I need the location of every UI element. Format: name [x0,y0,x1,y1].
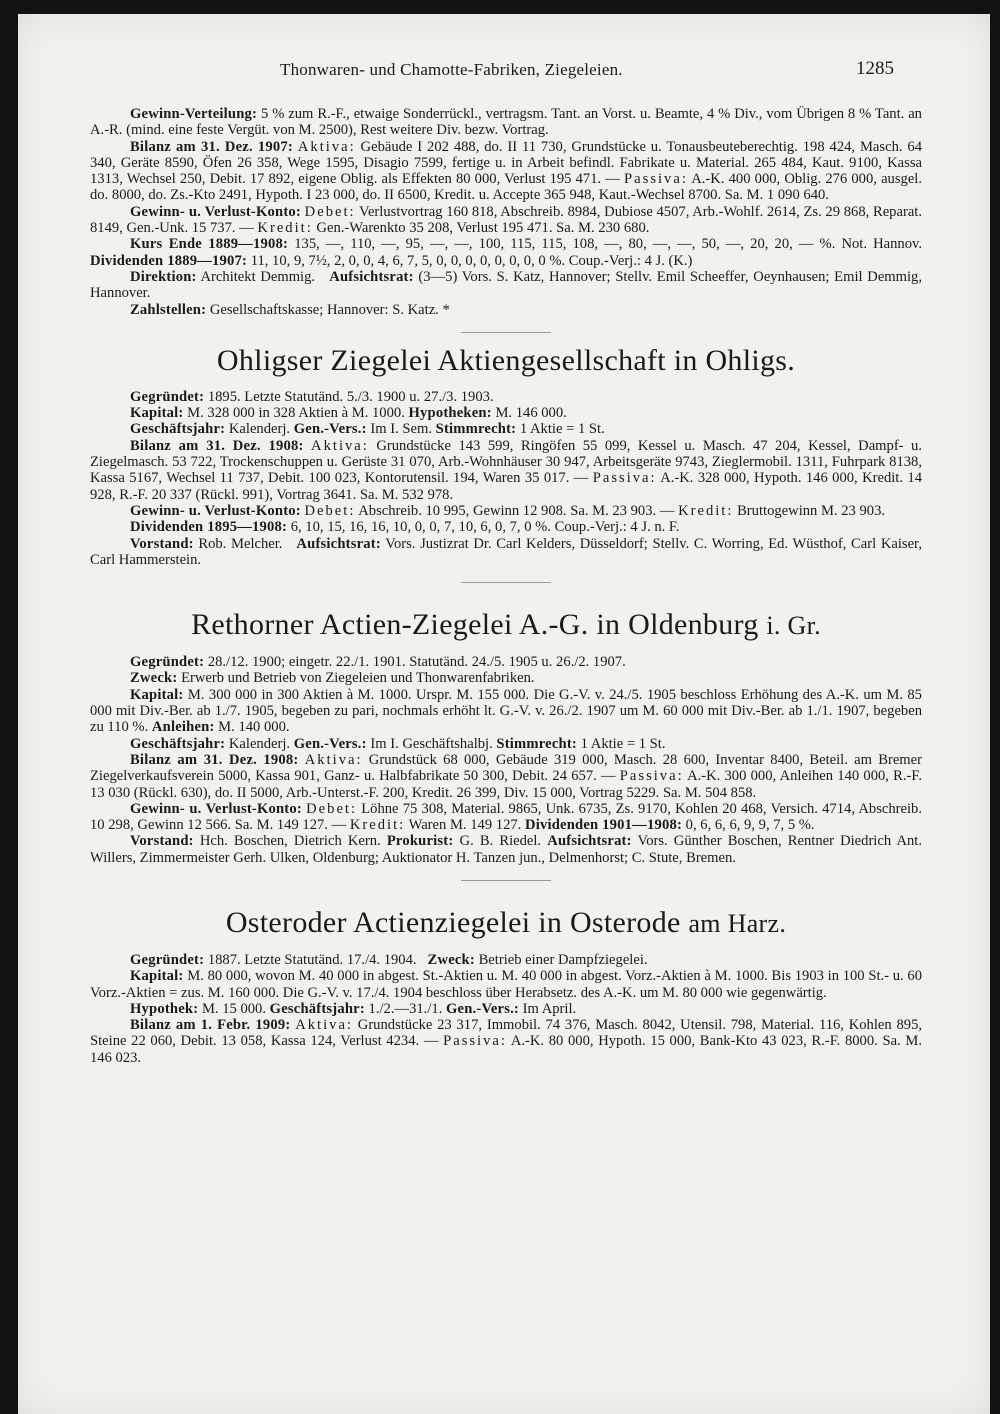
entry-bilanz: Bilanz am 1. Febr. 1909: Aktiva: Grundstücke 23 317, Immobil. 74 376, Masch. 8042, Utensil. 798, Material. 116, Kohlen 895, Steine 22 060, Debit. 13 058, Kassa 124, Verlust 4234. — Passiva: A.-K. 80 000, Hypoth. 15 000, Bank-Kto 43 023, R.-F. 8000. Sa. M. 146 023. [90,1017,923,1066]
entry-gewinn-verteilung: Gewinn-Verteilung: 5 % zum R.-F., etwaige Sonderrückl., vertragsm. Tant. an Vorst. u. Beamte, 4 % Div., vom Übrigen 8 % Tant. an A.-R. (mind. eine feste Vergüt. von M. 2500), Rest weitere Div. bezw. Vortrag. [90,106,922,139]
document-page [18,14,990,1414]
entry-bilanz: Bilanz am 31. Dez. 1908: Aktiva: Grundstück 68 000, Gebäude 319 000, Masch. 28 600, Inventar 8400, Beteil. am Bremer Ziegelverkaufsverein 5000, Kassa 901, Ganz- u. Halbfabrikate 50 300, Debit. 24 657. — Passiva: A.-K. 300 000, Anleihen 140 000, R.-F. 13 030 (Rückl. 630), do. II 5000, Arb.-Unterst.-F. 200, Kredit. 26 399, Div. 15 000, Vortrag 5229. Sa. M. 504 858. [90,751,922,801]
section-continuation [90,106,922,318]
entry-zweck: Zweck: Erwerb und Betrieb von Ziegeleien und Thonwarenfabriken. [130,670,535,687]
running-title: Thonwaren- und Chamotte-Fabriken, Ziegeleien. [280,60,623,79]
entry-hypothek: Hypothek: M. 15 000. Geschäftsjahr: 1./2.—31./1. Gen.-Vers.: Im April. [130,1000,577,1017]
company-title: Ohligser Ziegelei Aktiengesellschaft in Ohligs. [216,343,796,377]
entry-gewinn-verlust: Gewinn- u. Verlust-Konto: Debet: Verlustvortrag 160 818, Abschreib. 8984, Dubiose 4507, Arb.-Wohlf. 2614, Zs. 29 868, Reparat. 8149, Gen.-Unk. 15 737. — Kredit: Gen.-Warenkto 35 208, Verlust 195 471. Sa. M. 230 680. [90,203,922,237]
entry-gegruendet: Gegründet: 1887. Letzte Statutänd. 17./4. 1904. Zweck: Betrieb einer Dampfziegelei. [130,951,648,968]
company-title: Rethorner Actien-Ziegelei A.-G. in Oldenburg i. Gr. [191,608,821,642]
entry-kurs: Kurs Ende 1889—1908: 135, —, 110, —, 95, —, —, 100, 115, 115, 108, —, 80, —, —, 50, —, 20, 20, — %. Not. Hannov. Dividenden 1889—1907: 11, 10, 9, 7½, 2, 0, 0, 4, 6, 7, 5, 0, 0, 0, 0, 0, 0, 0, 0 %. Coup.-Verj.: 4 J. (K.) [90,236,922,269]
entry-gegruendet: Gegründet: 28./12. 1900; eingetr. 22./1. 1901. Statutänd. 24./5. 1905 u. 26./2. 1907. [130,654,626,671]
entry-vorstand: Vorstand: Hch. Boschen, Dietrich Kern. Prokurist: G. B. Riedel. Aufsichtsrat: Vors. Günther Boschen, Rentner Diedrich Ant. Willers, Zimmermeister Gerh. Ulken, Oldenburg; Auktionator H. Tanzen jun., Delmenhorst; C. Stute, Bremen. [90,833,922,866]
section-rethorner-ziegelei [90,607,922,866]
entry-dividenden: Dividenden 1895—1908: 6, 10, 15, 16, 16, 10, 0, 0, 7, 10, 6, 0, 7, 0 %. Coup.-Verj.: 4 J. n. F. [130,519,680,536]
entry-gegruendet: Gegründet: 1895. Letzte Statutänd. 5./3. 1900 u. 27./3. 1903. [130,388,494,405]
entry-bilanz: Bilanz am 31. Dez. 1907: Aktiva: Gebäude I 202 488, do. II 11 730, Grundstücke u. Tonausbeuteberechtig. 198 424, Masch. 64 340, Geräte 8590, Öfen 26 358, Wege 1595, Disagio 7599, fertige u. in Arbeit befindl. Fabrikate u. Material. 265 484, Kaut. 9100, Kassa 1313, Wechsel 250, Debit. 17 892, eigene Oblig. als Effekten 80 000, Verlust 195 471. — Passiva: A.-K. 400 000, Oblig. 276 000, ausgel. do. 8000, do. Zs.-Kto 2491, Hypoth. I 23 000, do. II 6500, Kredit. u. Accepte 365 948, Kaut.-Wechsel 8700. Sa. M. 1 090 640. [90,138,922,204]
entry-kapital: Kapital: M. 80 000, wovon M. 40 000 in abgest. St.-Aktien u. M. 40 000 in abgest. Vorz.-Aktien à M. 1000. Bis 1903 in 100 St.- u. 60 Vorz.-Aktien = zus. M. 160 000. Die G.-V. v. 17./4. 1904 beschloss über Herabsetz. des A.-K. um M. 80 000 wie gegenwärtig. [90,968,922,1001]
entry-kapital: Kapital: M. 328 000 in 328 Aktien à M. 1000. Hypotheken: M. 146 000. [130,405,567,422]
section-ohligser-ziegelei [90,343,922,568]
entry-kapital: Kapital: M. 300 000 in 300 Aktien à M. 1000. Urspr. M. 155 000. Die G.-V. v. 24./5. 1905 beschloss Erhöhung des A.-K. um M. 85 000 mit Div.-Ber. ab 1./7. 1905, begeben zu pari, nochmals erhöht lt. G.-V. v. 26./2. 1907 um M. 60 000 mit Div.-Ber. ab 1./1. 1907, begeben zu 110 %. Anleihen: M. 140 000. [90,686,922,736]
entry-geschaeftsjahr: Geschäftsjahr: Kalenderj. Gen.-Vers.: Im I. Geschäftshalbj. Stimmrecht: 1 Aktie = 1 St. [130,735,666,752]
company-title: Osteroder Actienziegelei in Osterode am Harz. [225,905,787,939]
entry-zahlstellen: Zahlstellen: Gesellschaftskasse; Hannover: S. Katz. * [130,301,450,318]
running-head [18,60,990,84]
entry-bilanz: Bilanz am 31. Dez. 1908: Aktiva: Grundstücke 143 599, Ringöfen 55 099, Kessel u. Masch. 47 204, Kessel, Dampf- u. Ziegelmasch. 53 722, Trockenschuppen u. Gerüste 31 070, Arb.-Wohnhäuser 30 947, Arbeitsgeräte 9743, Zieglermobil. 1311, Fuhrpark 8138, Kassa 5167, Wechsel 11 737, Debit. 100 023, Kontorutensil. 194, Waren 35 017. — Passiva: A.-K. 328 000, Hypoth. 146 000, Kredit. 14 928, R.-F. 20 337 (Rückl. 991), Vortrag 3641. Sa. M. 532 978. [90,437,923,503]
entry-gewinn-verlust: Gewinn- u. Verlust-Konto: Debet: Abschreib. 10 995, Gewinn 12 908. Sa. M. 23 903. — Kredit: Bruttogewinn M. 23 903. [130,502,886,519]
entry-vorstand: Vorstand: Rob. Melcher. Aufsichtsrat: Vors. Justizrat Dr. Carl Kelders, Düsseldorf; Stellv. C. Worring, Ed. Wüsthof, Carl Kaiser, Carl Hammerstein. [90,535,922,568]
page-number: 1285 [856,58,894,79]
section-osteroder-ziegelei [90,905,922,1066]
entry-gewinn-verlust: Gewinn- u. Verlust-Konto: Debet: Löhne 75 308, Material. 9865, Unk. 6735, Zs. 9170, Kohlen 20 468, Versich. 4714, Abschreib. 10 298, Gewinn 12 566. Sa. M. 149 127. — Kredit: Waren M. 149 127. Dividenden 1901—1908: 0, 6, 6, 6, 9, 9, 7, 5 %. [90,800,922,834]
page-content [90,106,922,1066]
entry-geschaeftsjahr: Geschäftsjahr: Kalenderj. Gen.-Vers.: Im I. Sem. Stimmrecht: 1 Aktie = 1 St. [130,421,605,438]
entry-direktion: Direktion: Architekt Demmig. Aufsichtsrat: (3—5) Vors. S. Katz, Hannover; Stellv. Emil Scheeffer, Oeynhausen; Emil Demmig, Hannover. [90,268,922,302]
